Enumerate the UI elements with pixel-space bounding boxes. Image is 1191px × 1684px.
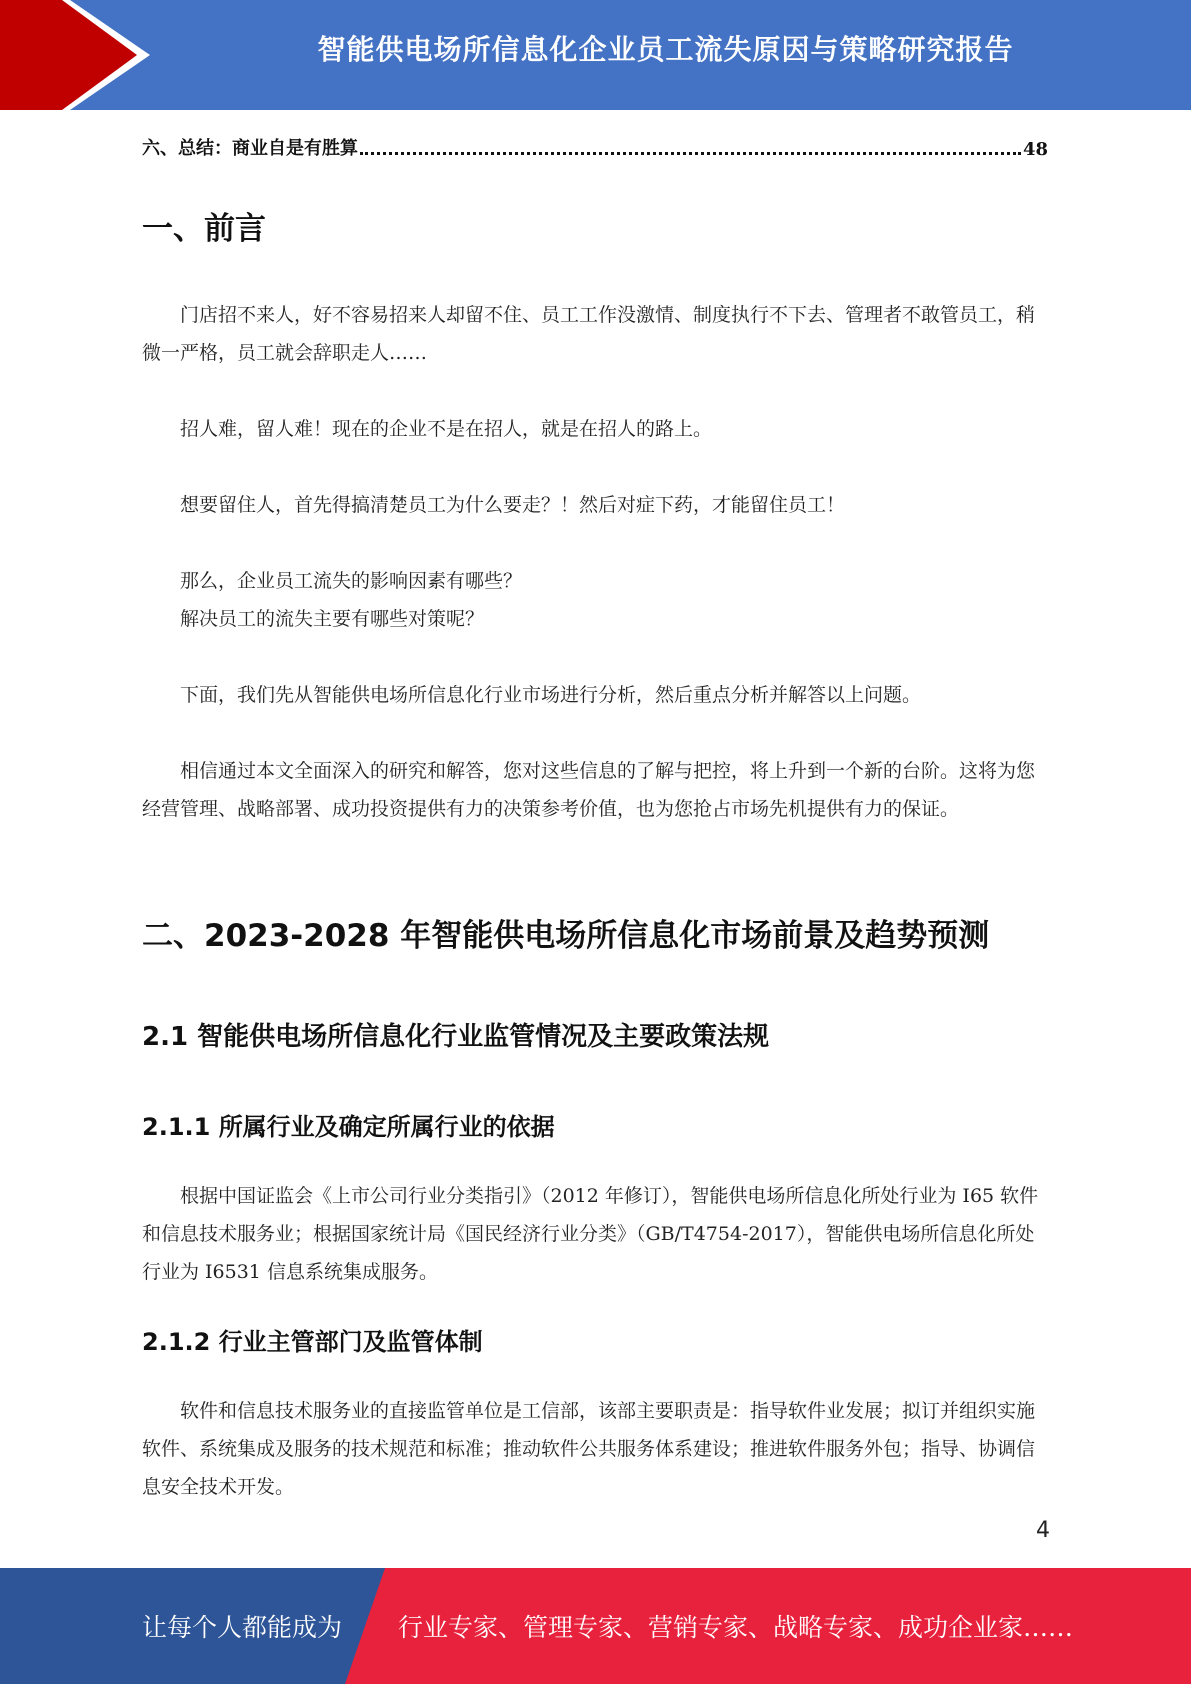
paragraph-3: 想要留住人，首先得搞清楚员工为什么要走？！然后对症下药，才能留住员工！ <box>180 494 846 516</box>
paragraph-5: 下面，我们先从智能供电场所信息化行业市场进行分析，然后重点分析并解答以上问题。 <box>180 684 922 706</box>
paragraph-4a: 那么，企业员工流失的影响因素有哪些？ <box>180 570 523 592</box>
footer-slogan-left: 让每个人都能成为 <box>142 1613 343 1642</box>
toc-entry-page: 48 <box>1022 139 1048 160</box>
header-chevron-icon <box>0 0 150 110</box>
page-footer <box>0 1568 1191 1684</box>
paragraph-4b: 解决员工的流失主要有哪些对策呢？ <box>180 608 485 630</box>
section-2-1-2-heading: 2.1.2 行业主管部门及监管体制 <box>142 1328 483 1356</box>
section-2-1-1-heading: 2.1.1 所属行业及确定所属行业的依据 <box>142 1113 555 1141</box>
paragraph-2-1-1: 根据中国证监会《上市公司行业分类指引》（2012 年修订），智能供电场所信息化所处行业为 I65 软件和信息技术服务业；根据国家统计局《国民经济行业分类》（GB/T4754-2017），智能供电场所信息化所处行业为 I6531 信息系统集成服务。 <box>142 1185 1039 1283</box>
toc-entry[interactable] <box>142 130 1048 160</box>
paragraph-1: 门店招不来人，好不容易招来人却留不住、员工工作没激情、制度执行不下去、管理者不敢管员工，稍微一严格，员工就会辞职走人…… <box>142 304 1036 364</box>
header-title: 智能供电场所信息化企业员工流失原因与策略研究报告 <box>317 33 1014 66</box>
page-number: 4 <box>1036 1518 1050 1543</box>
section-2-1-heading: 2.1 智能供电场所信息化行业监管情况及主要政策法规 <box>142 1022 770 1052</box>
toc-entry-label: 六、总结：商业自是有胜算 <box>142 138 358 159</box>
section-2-heading: 二、2023-2028 年智能供电场所信息化市场前景及趋势预测 <box>142 918 990 954</box>
section-1-heading: 一、前言 <box>142 211 266 247</box>
paragraph-2: 招人难，留人难！现在的企业不是在招人，就是在招人的路上。 <box>180 418 713 440</box>
paragraph-6: 相信通过本文全面深入的研究和解答，您对这些信息的了解与把控，将上升到一个新的台阶。这将为您经营管理、战略部署、成功投资提供有力的决策参考价值，也为您抢占市场先机提供有力的保证。 <box>142 760 1036 820</box>
paragraph-2-1-2: 软件和信息技术服务业的直接监管单位是工信部，该部主要职责是：指导软件业发展；拟订并组织实施软件、系统集成及服务的技术规范和标准；推动软件公共服务体系建设；推进软件服务外包；指导、协调信息安全技术开发。 <box>142 1400 1036 1498</box>
toc-leader-dots <box>360 152 1021 155</box>
footer-slogan-right: 行业专家、管理专家、营销专家、战略专家、成功企业家…… <box>398 1613 1074 1642</box>
page-header <box>0 0 1191 110</box>
